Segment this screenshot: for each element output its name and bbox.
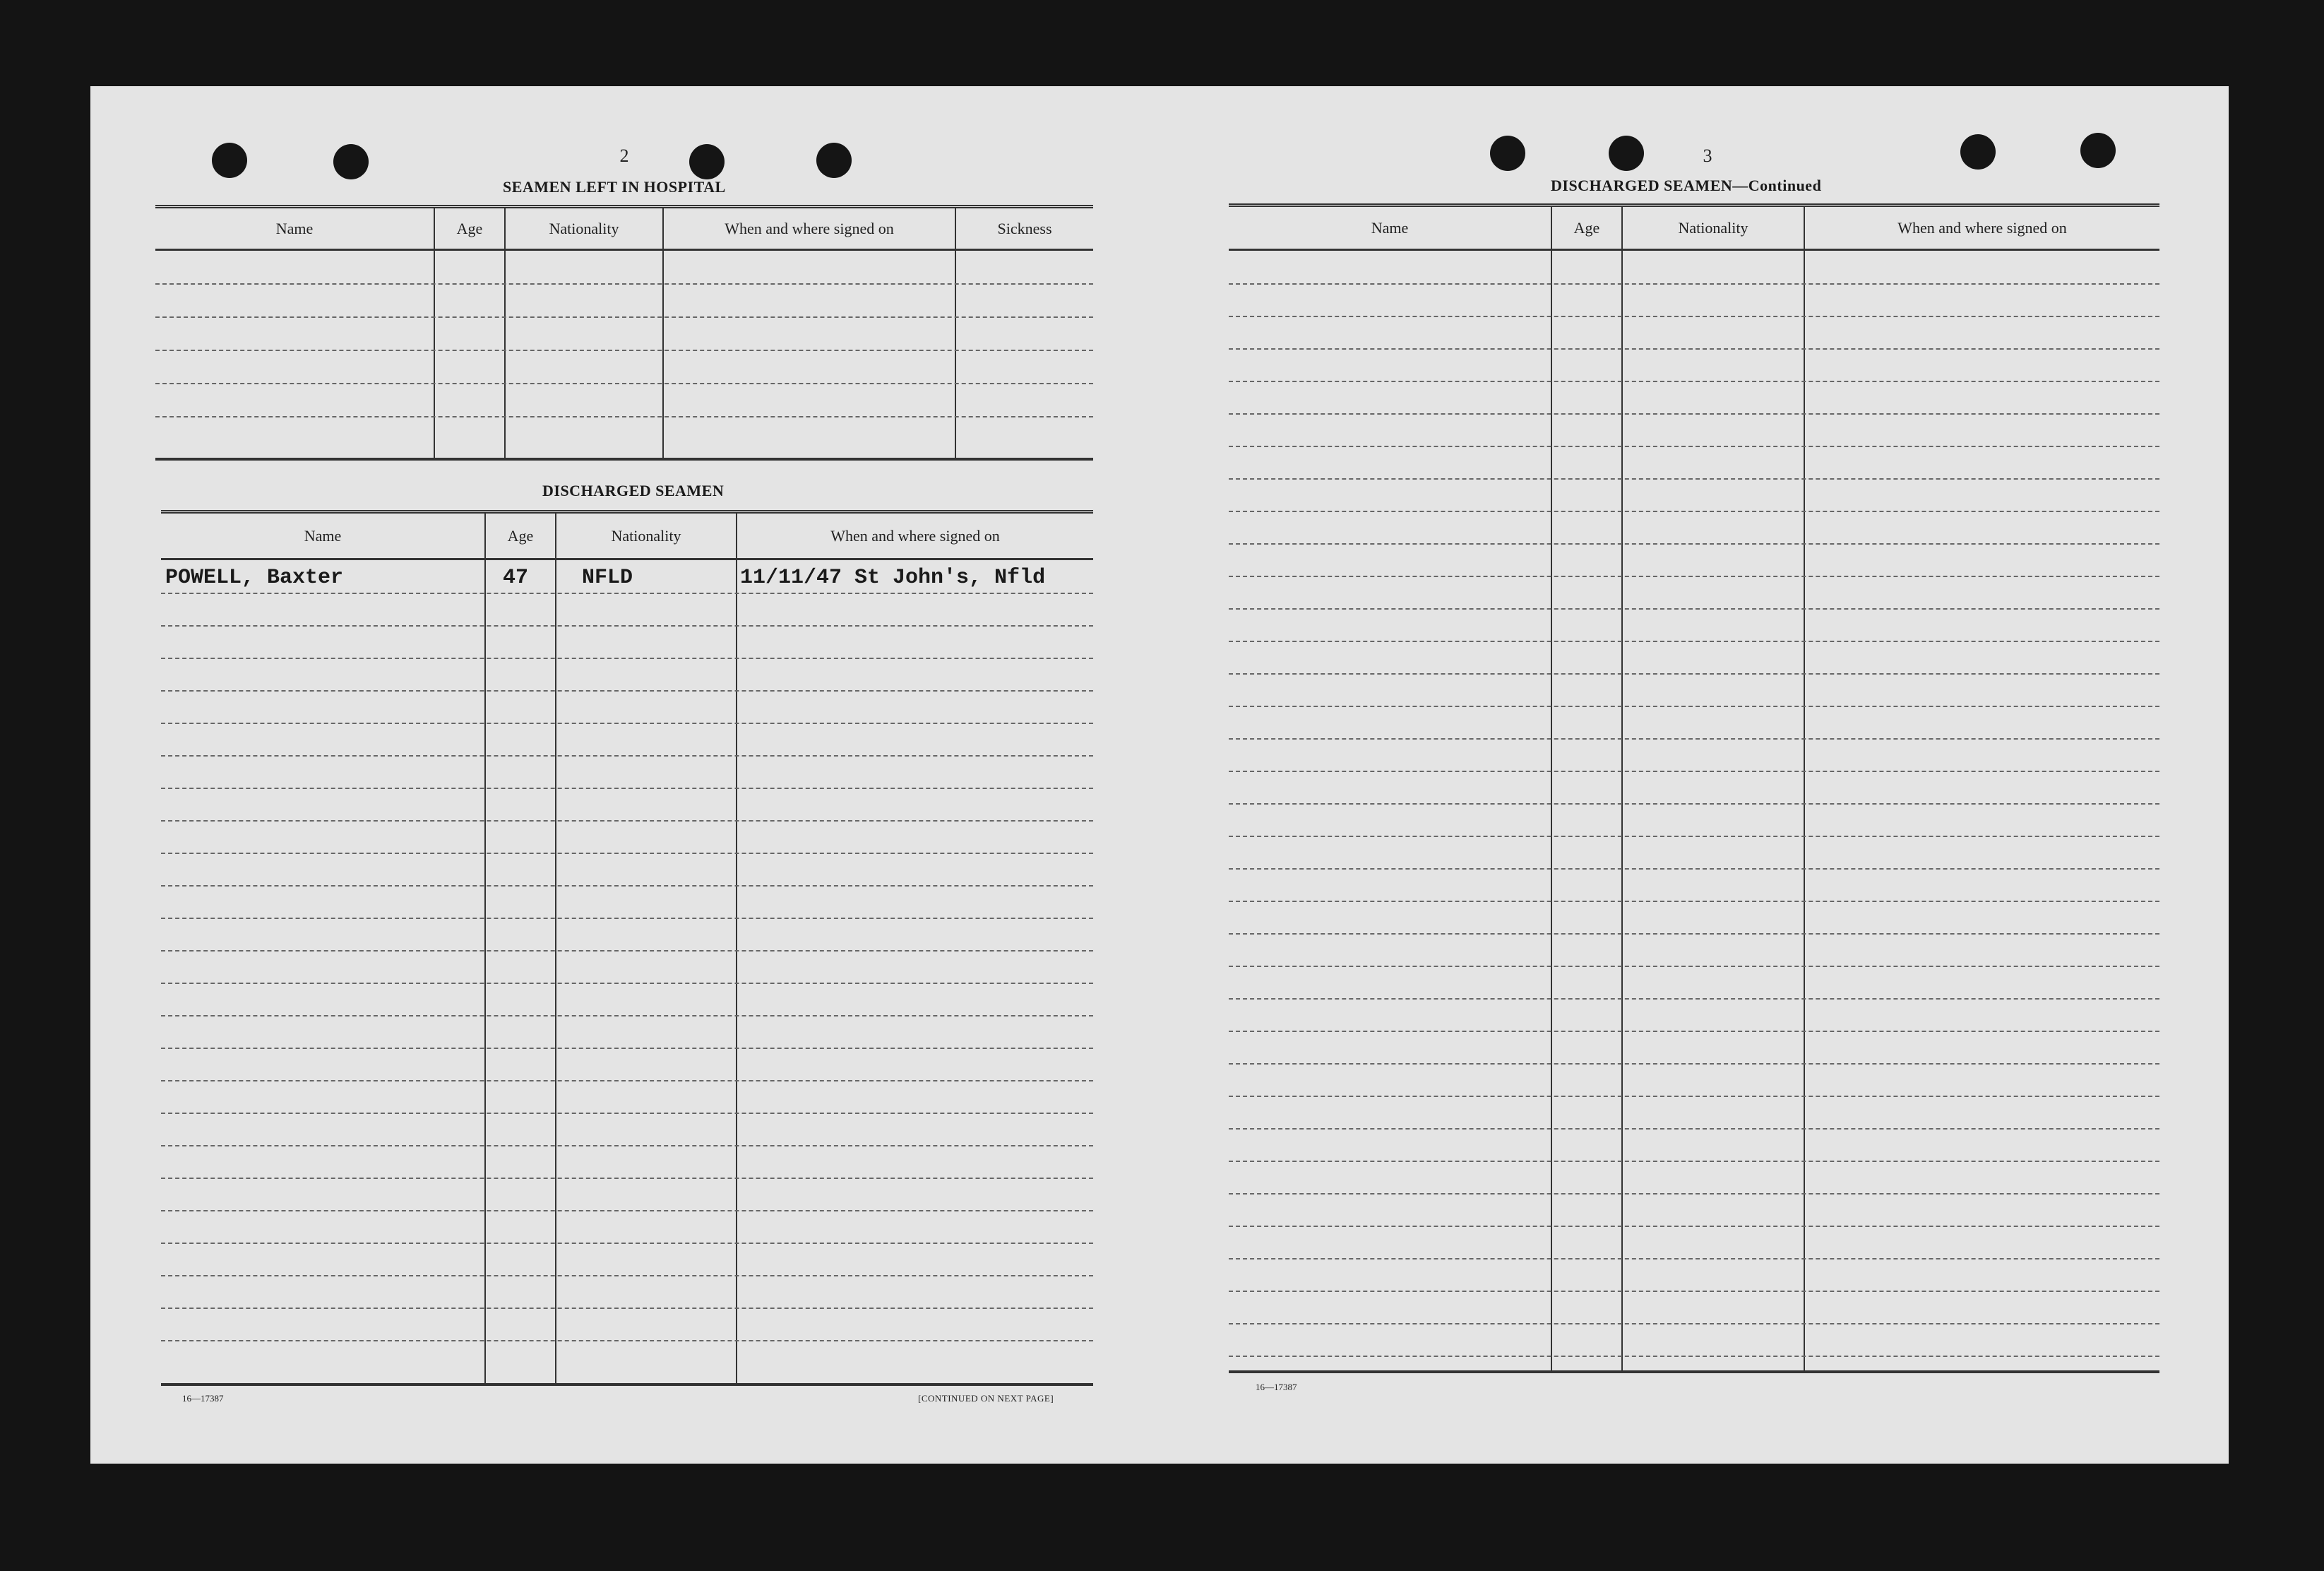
row-line bbox=[155, 350, 1093, 351]
row-line bbox=[1229, 1063, 2159, 1065]
row-line bbox=[1229, 966, 2159, 967]
row-line bbox=[1229, 673, 2159, 675]
row-line bbox=[1229, 511, 2159, 512]
row-line bbox=[1229, 348, 2159, 350]
row-line bbox=[161, 658, 1093, 659]
row-line bbox=[161, 1210, 1093, 1211]
hospital-col-signed-on: When and where signed on bbox=[725, 219, 894, 237]
row-line bbox=[161, 1308, 1093, 1309]
row-line bbox=[1229, 1258, 2159, 1259]
row-line bbox=[1229, 1031, 2159, 1032]
hospital-table-header bbox=[155, 208, 1093, 251]
row-line bbox=[1229, 1291, 2159, 1292]
discharged-col-name: Name bbox=[304, 526, 342, 545]
row-line bbox=[1229, 933, 2159, 935]
row-line bbox=[155, 316, 1093, 318]
row-line bbox=[1229, 283, 2159, 285]
hospital-col-name: Name bbox=[275, 219, 314, 237]
row-line bbox=[1229, 738, 2159, 740]
punch-hole bbox=[333, 144, 369, 179]
right-form-code: 16—17387 bbox=[1256, 1382, 1297, 1392]
left-page-number: 2 bbox=[619, 146, 629, 166]
discharged-left-rows bbox=[161, 560, 1093, 1383]
row-line bbox=[161, 1145, 1093, 1146]
row-line bbox=[155, 416, 1093, 417]
discharged-table-left bbox=[161, 510, 1093, 1386]
form-sheet bbox=[90, 86, 2229, 1464]
continued-note: [CONTINUED ON NEXT PAGE] bbox=[918, 1393, 1054, 1404]
row-line bbox=[161, 788, 1093, 789]
row-line bbox=[1229, 1096, 2159, 1097]
row-line bbox=[1229, 316, 2159, 317]
discharged-table-right bbox=[1229, 203, 2159, 1373]
row-line bbox=[161, 853, 1093, 854]
row-line bbox=[1229, 901, 2159, 902]
row-line bbox=[1229, 1128, 2159, 1130]
row-line bbox=[1229, 543, 2159, 545]
hospital-col-age: Age bbox=[456, 219, 483, 237]
row-line bbox=[161, 1243, 1093, 1244]
row-line bbox=[161, 983, 1093, 984]
punch-hole bbox=[689, 144, 725, 179]
punch-hole bbox=[816, 143, 852, 178]
row-line bbox=[1229, 868, 2159, 870]
row-line bbox=[1229, 446, 2159, 447]
row-line bbox=[1229, 803, 2159, 805]
seaman-name: POWELL, Baxter bbox=[165, 566, 344, 590]
row-line bbox=[161, 1080, 1093, 1081]
row-line bbox=[1229, 1193, 2159, 1194]
right-page-number: 3 bbox=[1703, 146, 1712, 166]
row-line bbox=[1229, 478, 2159, 480]
right-col-nationality: Nationality bbox=[1678, 218, 1748, 237]
punch-hole bbox=[1490, 136, 1525, 171]
row-line bbox=[161, 820, 1093, 822]
row-line bbox=[1229, 413, 2159, 415]
row-line bbox=[1229, 1356, 2159, 1357]
seaman-signed-on: 11/11/47 St John's, Nfld bbox=[740, 566, 1046, 590]
row-line bbox=[155, 283, 1093, 285]
hospital-section-title: SEAMEN LEFT IN HOSPITAL bbox=[503, 178, 726, 196]
seaman-nationality: NFLD bbox=[582, 566, 633, 590]
punch-hole bbox=[1609, 136, 1644, 171]
hospital-col-sickness: Sickness bbox=[997, 219, 1052, 237]
row-line bbox=[1229, 1323, 2159, 1324]
row-line bbox=[161, 885, 1093, 887]
discharged-section-title: DISCHARGED SEAMEN bbox=[542, 482, 725, 499]
hospital-rows bbox=[155, 251, 1093, 458]
discharged-col-signed-on: When and where signed on bbox=[830, 526, 1000, 545]
row-line bbox=[161, 625, 1093, 627]
punch-hole bbox=[1960, 134, 1996, 170]
discharged-left-header bbox=[161, 514, 1093, 560]
row-line bbox=[161, 950, 1093, 952]
punch-hole bbox=[2080, 133, 2116, 168]
right-col-name: Name bbox=[1371, 218, 1409, 237]
title-suffix: —Continued bbox=[1732, 177, 1822, 194]
row-line bbox=[161, 690, 1093, 692]
hospital-table bbox=[155, 205, 1093, 461]
right-col-signed-on: When and where signed on bbox=[1897, 218, 2067, 237]
discharged-right-header bbox=[1229, 207, 2159, 251]
row-line bbox=[1229, 998, 2159, 1000]
row-line bbox=[161, 593, 1093, 594]
row-line bbox=[161, 1340, 1093, 1341]
row-line bbox=[161, 1015, 1093, 1016]
discharged-col-nationality: Nationality bbox=[611, 526, 681, 545]
row-line bbox=[161, 755, 1093, 757]
row-line bbox=[161, 1178, 1093, 1179]
row-line bbox=[155, 383, 1093, 384]
row-line bbox=[1229, 836, 2159, 837]
row-line bbox=[161, 723, 1093, 724]
row-line bbox=[1229, 381, 2159, 382]
discharged-right-rows bbox=[1229, 251, 2159, 1370]
discharged-col-age: Age bbox=[507, 526, 534, 545]
discharged-continued-title bbox=[1551, 177, 1821, 195]
row-line bbox=[1229, 641, 2159, 642]
hospital-col-nationality: Nationality bbox=[549, 219, 619, 237]
seaman-age: 47 bbox=[503, 566, 529, 590]
row-line bbox=[161, 1048, 1093, 1049]
row-line bbox=[161, 1113, 1093, 1114]
row-line bbox=[161, 1275, 1093, 1276]
row-line bbox=[1229, 706, 2159, 707]
left-form-code: 16—17387 bbox=[182, 1393, 224, 1404]
title-main: DISCHARGED SEAMEN bbox=[1551, 177, 1733, 194]
row-line bbox=[1229, 1226, 2159, 1227]
row-line bbox=[1229, 608, 2159, 610]
punch-hole bbox=[212, 143, 247, 178]
row-line bbox=[161, 918, 1093, 919]
row-line bbox=[1229, 576, 2159, 577]
row-line bbox=[1229, 771, 2159, 772]
row-line bbox=[1229, 1161, 2159, 1162]
right-col-age: Age bbox=[1573, 218, 1600, 237]
